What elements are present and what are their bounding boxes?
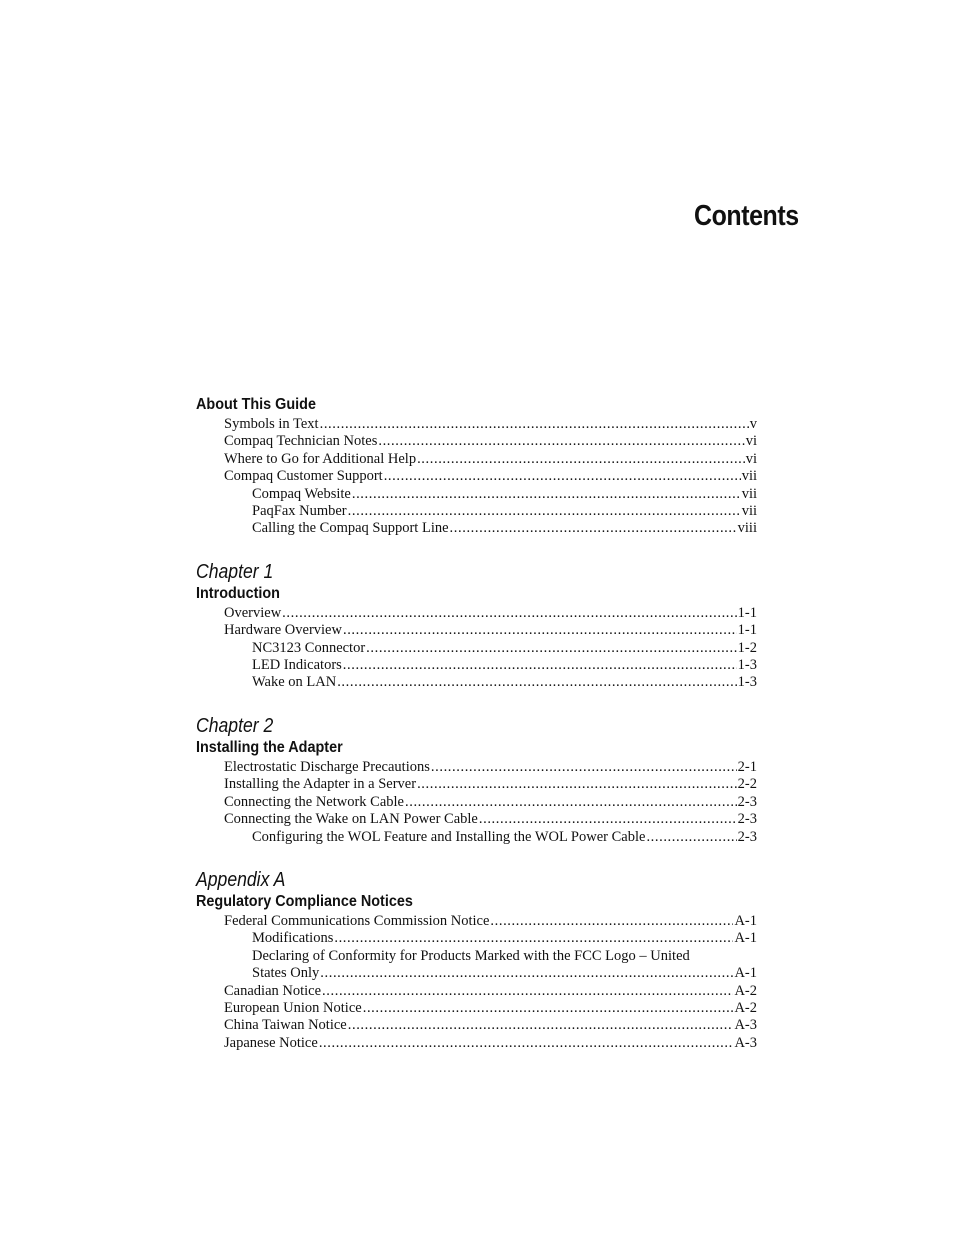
table-of-contents (196, 395, 757, 1074)
page-title: Contents (694, 200, 799, 232)
toc-entry-text-continued[interactable]: Declaring of Conformity for Products Marked with the FCC Logo – United (252, 947, 690, 964)
toc-page-number: 2-1 (737, 758, 757, 775)
toc-entry[interactable] (196, 605, 757, 622)
toc-entry[interactable] (196, 1000, 757, 1017)
section-title: Introduction (196, 584, 280, 602)
dot-leader (417, 776, 737, 793)
toc-page-number: vii (741, 468, 757, 485)
dot-leader (431, 759, 737, 776)
toc-entry-text: European Union Notice (224, 999, 362, 1016)
toc-entry[interactable] (196, 759, 757, 776)
toc-page-number: 1-3 (737, 674, 757, 691)
toc-entry-text: States Only (252, 965, 320, 982)
dot-leader (334, 930, 733, 947)
toc-entry-text: Installing the Adapter in a Server (224, 776, 417, 793)
toc-entry[interactable] (196, 640, 757, 657)
toc-entries (196, 605, 757, 692)
dot-leader (378, 433, 744, 450)
toc-section (196, 868, 757, 1052)
toc-entry[interactable] (196, 657, 757, 674)
toc-page-number: A-3 (734, 1034, 757, 1051)
section-title: About This Guide (196, 396, 316, 413)
toc-page-number: vi (745, 433, 757, 450)
dot-leader (343, 657, 737, 674)
toc-entry-text: China Taiwan Notice (224, 1017, 347, 1034)
toc-page-number: 2-2 (737, 776, 757, 793)
toc-entry-text: Connecting the Wake on LAN Power Cable (224, 811, 478, 828)
toc-entry-text: Canadian Notice (224, 982, 322, 999)
toc-entry[interactable] (196, 503, 757, 520)
toc-entry[interactable] (196, 965, 757, 982)
dot-leader (322, 983, 733, 1000)
toc-entry-text: Japanese Notice (224, 1034, 318, 1051)
toc-section (196, 395, 757, 538)
dot-leader (337, 674, 736, 691)
toc-page-number: 1-2 (737, 639, 757, 656)
toc-section (196, 560, 757, 692)
toc-page-number: 2-3 (737, 793, 757, 810)
toc-entry-text: Symbols in Text (224, 416, 319, 432)
toc-entry[interactable] (196, 811, 757, 828)
toc-page-number: vi (745, 450, 757, 467)
toc-entry-text: Electrostatic Discharge Precautions (224, 758, 430, 775)
toc-entry[interactable] (196, 829, 757, 846)
toc-entry-text: Connecting the Network Cable (224, 793, 404, 810)
toc-entry[interactable] (196, 1017, 757, 1034)
toc-page-number: 2-3 (737, 811, 757, 828)
dot-leader (343, 622, 737, 639)
toc-entry[interactable] (196, 451, 757, 468)
toc-section (196, 714, 757, 846)
section-title: Regulatory Compliance Notices (196, 892, 413, 910)
toc-entry[interactable] (196, 486, 757, 503)
toc-entry[interactable] (196, 983, 757, 1000)
toc-page-number: vii (741, 503, 757, 520)
dot-leader (366, 640, 736, 657)
toc-page-number: 1-3 (737, 657, 757, 674)
chapter-label: Chapter 2 (196, 714, 274, 737)
toc-entry-text: Modifications (252, 930, 334, 947)
dot-leader (348, 1017, 734, 1034)
toc-entry-text: Configuring the WOL Feature and Installing the WOL Power Cable (252, 828, 646, 845)
toc-page-number: viii (737, 520, 757, 537)
dot-leader (319, 1035, 734, 1052)
toc-entry[interactable] (196, 416, 757, 433)
toc-page-number: vii (741, 485, 757, 502)
toc-entry-text: LED Indicators (252, 657, 342, 674)
dot-leader (417, 451, 745, 468)
dot-leader (490, 913, 733, 930)
toc-entry-text: Calling the Compaq Support Line (252, 520, 449, 537)
toc-entry-text: Federal Communications Commission Notice (224, 912, 490, 929)
dot-leader (282, 605, 736, 622)
toc-entry-text: Where to Go for Additional Help (224, 450, 417, 467)
toc-entry-text: Compaq Website (252, 485, 351, 502)
toc-entries (196, 913, 757, 1052)
toc-page-number: A-3 (734, 1017, 757, 1034)
toc-entry-text: Compaq Technician Notes (224, 433, 378, 450)
toc-page-number: v (749, 416, 757, 432)
dot-leader (352, 486, 741, 503)
toc-entry-text: Compaq Customer Support (224, 468, 383, 485)
dot-leader (384, 468, 741, 485)
chapter-label: Appendix A (196, 868, 286, 891)
dot-leader (479, 811, 737, 828)
toc-entry[interactable] (196, 674, 757, 691)
toc-entry[interactable] (196, 794, 757, 811)
toc-entry[interactable] (196, 622, 757, 639)
toc-entries (196, 416, 757, 538)
chapter-label: Chapter 1 (196, 560, 274, 583)
section-title: Installing the Adapter (196, 738, 343, 756)
toc-entry[interactable] (196, 1035, 757, 1052)
toc-page-number: A-2 (734, 982, 757, 999)
toc-entry[interactable] (196, 776, 757, 793)
dot-leader (450, 520, 737, 537)
dot-leader (348, 503, 741, 520)
toc-page-number: A-1 (734, 912, 757, 929)
toc-entry-text: Overview (224, 604, 282, 621)
toc-entry[interactable] (196, 433, 757, 450)
toc-page-number: A-2 (734, 999, 757, 1016)
dot-leader (646, 829, 736, 846)
dot-leader (320, 965, 733, 982)
toc-page-number: 1-1 (737, 622, 757, 639)
toc-entries (196, 759, 757, 846)
toc-page-number: A-1 (734, 930, 757, 947)
toc-page-number: 2-3 (737, 828, 757, 845)
toc-entry[interactable] (196, 913, 757, 930)
toc-entry[interactable] (196, 520, 757, 537)
toc-entry-text: PaqFax Number (252, 503, 347, 520)
dot-leader (363, 1000, 734, 1017)
toc-entry-text: Wake on LAN (252, 674, 337, 691)
toc-entry-text: Hardware Overview (224, 622, 342, 639)
toc-page-number: 1-1 (737, 604, 757, 621)
toc-entry-text: NC3123 Connector (252, 639, 366, 656)
dot-leader (320, 416, 749, 433)
toc-page-number: A-1 (734, 965, 757, 982)
toc-entry[interactable] (196, 468, 757, 485)
dot-leader (405, 794, 737, 811)
toc-entry[interactable] (196, 930, 757, 947)
